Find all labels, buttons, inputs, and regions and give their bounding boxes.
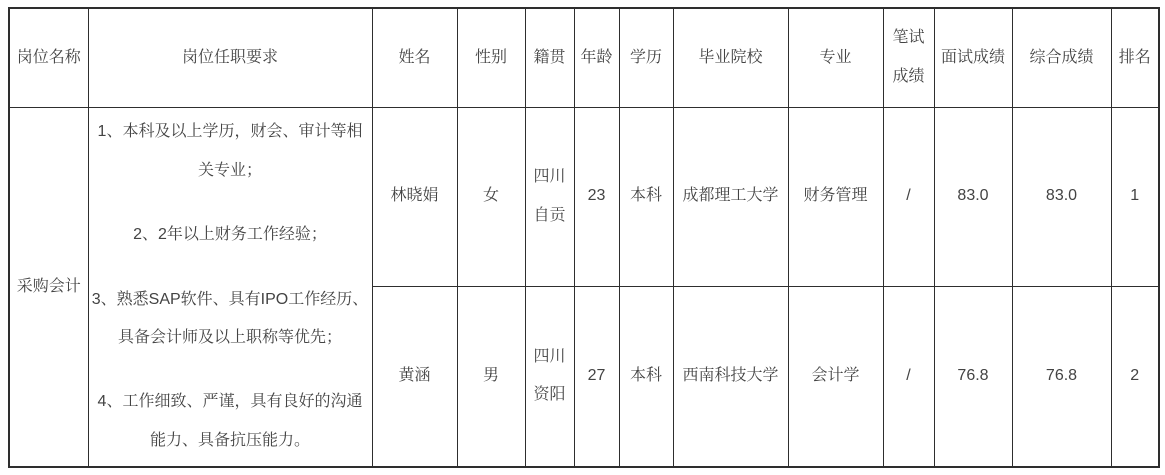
gender-cell: 男 (457, 286, 525, 467)
interview-score-cell: 76.8 (934, 286, 1012, 467)
header-interview-score: 面试成绩 (934, 8, 1012, 107)
recruitment-results-table (8, 7, 1160, 468)
requirement-item-3: 3、熟悉SAP软件、具有IPO工作经历、具备会计师及以上职称等优先； (91, 290, 369, 346)
school-cell: 西南科技大学 (673, 286, 788, 467)
education-cell: 本科 (619, 107, 673, 286)
header-row (9, 8, 1159, 107)
rank-cell: 1 (1111, 107, 1159, 286)
requirements-cell (88, 107, 372, 467)
native-place-cell: 四川自贡 (525, 107, 574, 286)
age-cell: 23 (574, 107, 619, 286)
requirement-item-2: 2、2年以上财务工作经验； (133, 226, 327, 244)
header-name: 姓名 (372, 8, 457, 107)
overall-score-cell: 76.8 (1012, 286, 1111, 467)
native-place-cell: 四川资阳 (525, 286, 574, 467)
candidate-row-1 (9, 107, 1159, 286)
age-cell: 27 (574, 286, 619, 467)
header-gender: 性别 (457, 8, 525, 107)
name-cell: 林晓娟 (372, 107, 457, 286)
school-cell: 成都理工大学 (673, 107, 788, 286)
header-requirements: 岗位任职要求 (88, 8, 372, 107)
header-school: 毕业院校 (673, 8, 788, 107)
name-cell: 黄涵 (372, 286, 457, 467)
written-score-cell: / (883, 286, 934, 467)
interview-score-cell: 83.0 (934, 107, 1012, 286)
major-cell: 会计学 (788, 286, 883, 467)
header-education: 学历 (619, 8, 673, 107)
header-major: 专业 (788, 8, 883, 107)
written-score-cell: / (883, 107, 934, 286)
position-cell: 采购会计 (9, 107, 88, 467)
header-position: 岗位名称 (9, 8, 88, 107)
header-written-score: 笔试成绩 (883, 8, 934, 107)
major-cell: 财务管理 (788, 107, 883, 286)
header-age: 年龄 (574, 8, 619, 107)
gender-cell: 女 (457, 107, 525, 286)
requirement-item-4: 4、工作细致、严谨，具有良好的沟通能力、具备抗压能力。 (97, 393, 363, 449)
overall-score-cell: 83.0 (1012, 107, 1111, 286)
header-overall-score: 综合成绩 (1012, 8, 1111, 107)
education-cell: 本科 (619, 286, 673, 467)
rank-cell: 2 (1111, 286, 1159, 467)
header-rank: 排名 (1111, 8, 1159, 107)
header-native-place: 籍贯 (525, 8, 574, 107)
requirement-item-1: 1、本科及以上学历，财会、审计等相关专业； (97, 123, 363, 179)
